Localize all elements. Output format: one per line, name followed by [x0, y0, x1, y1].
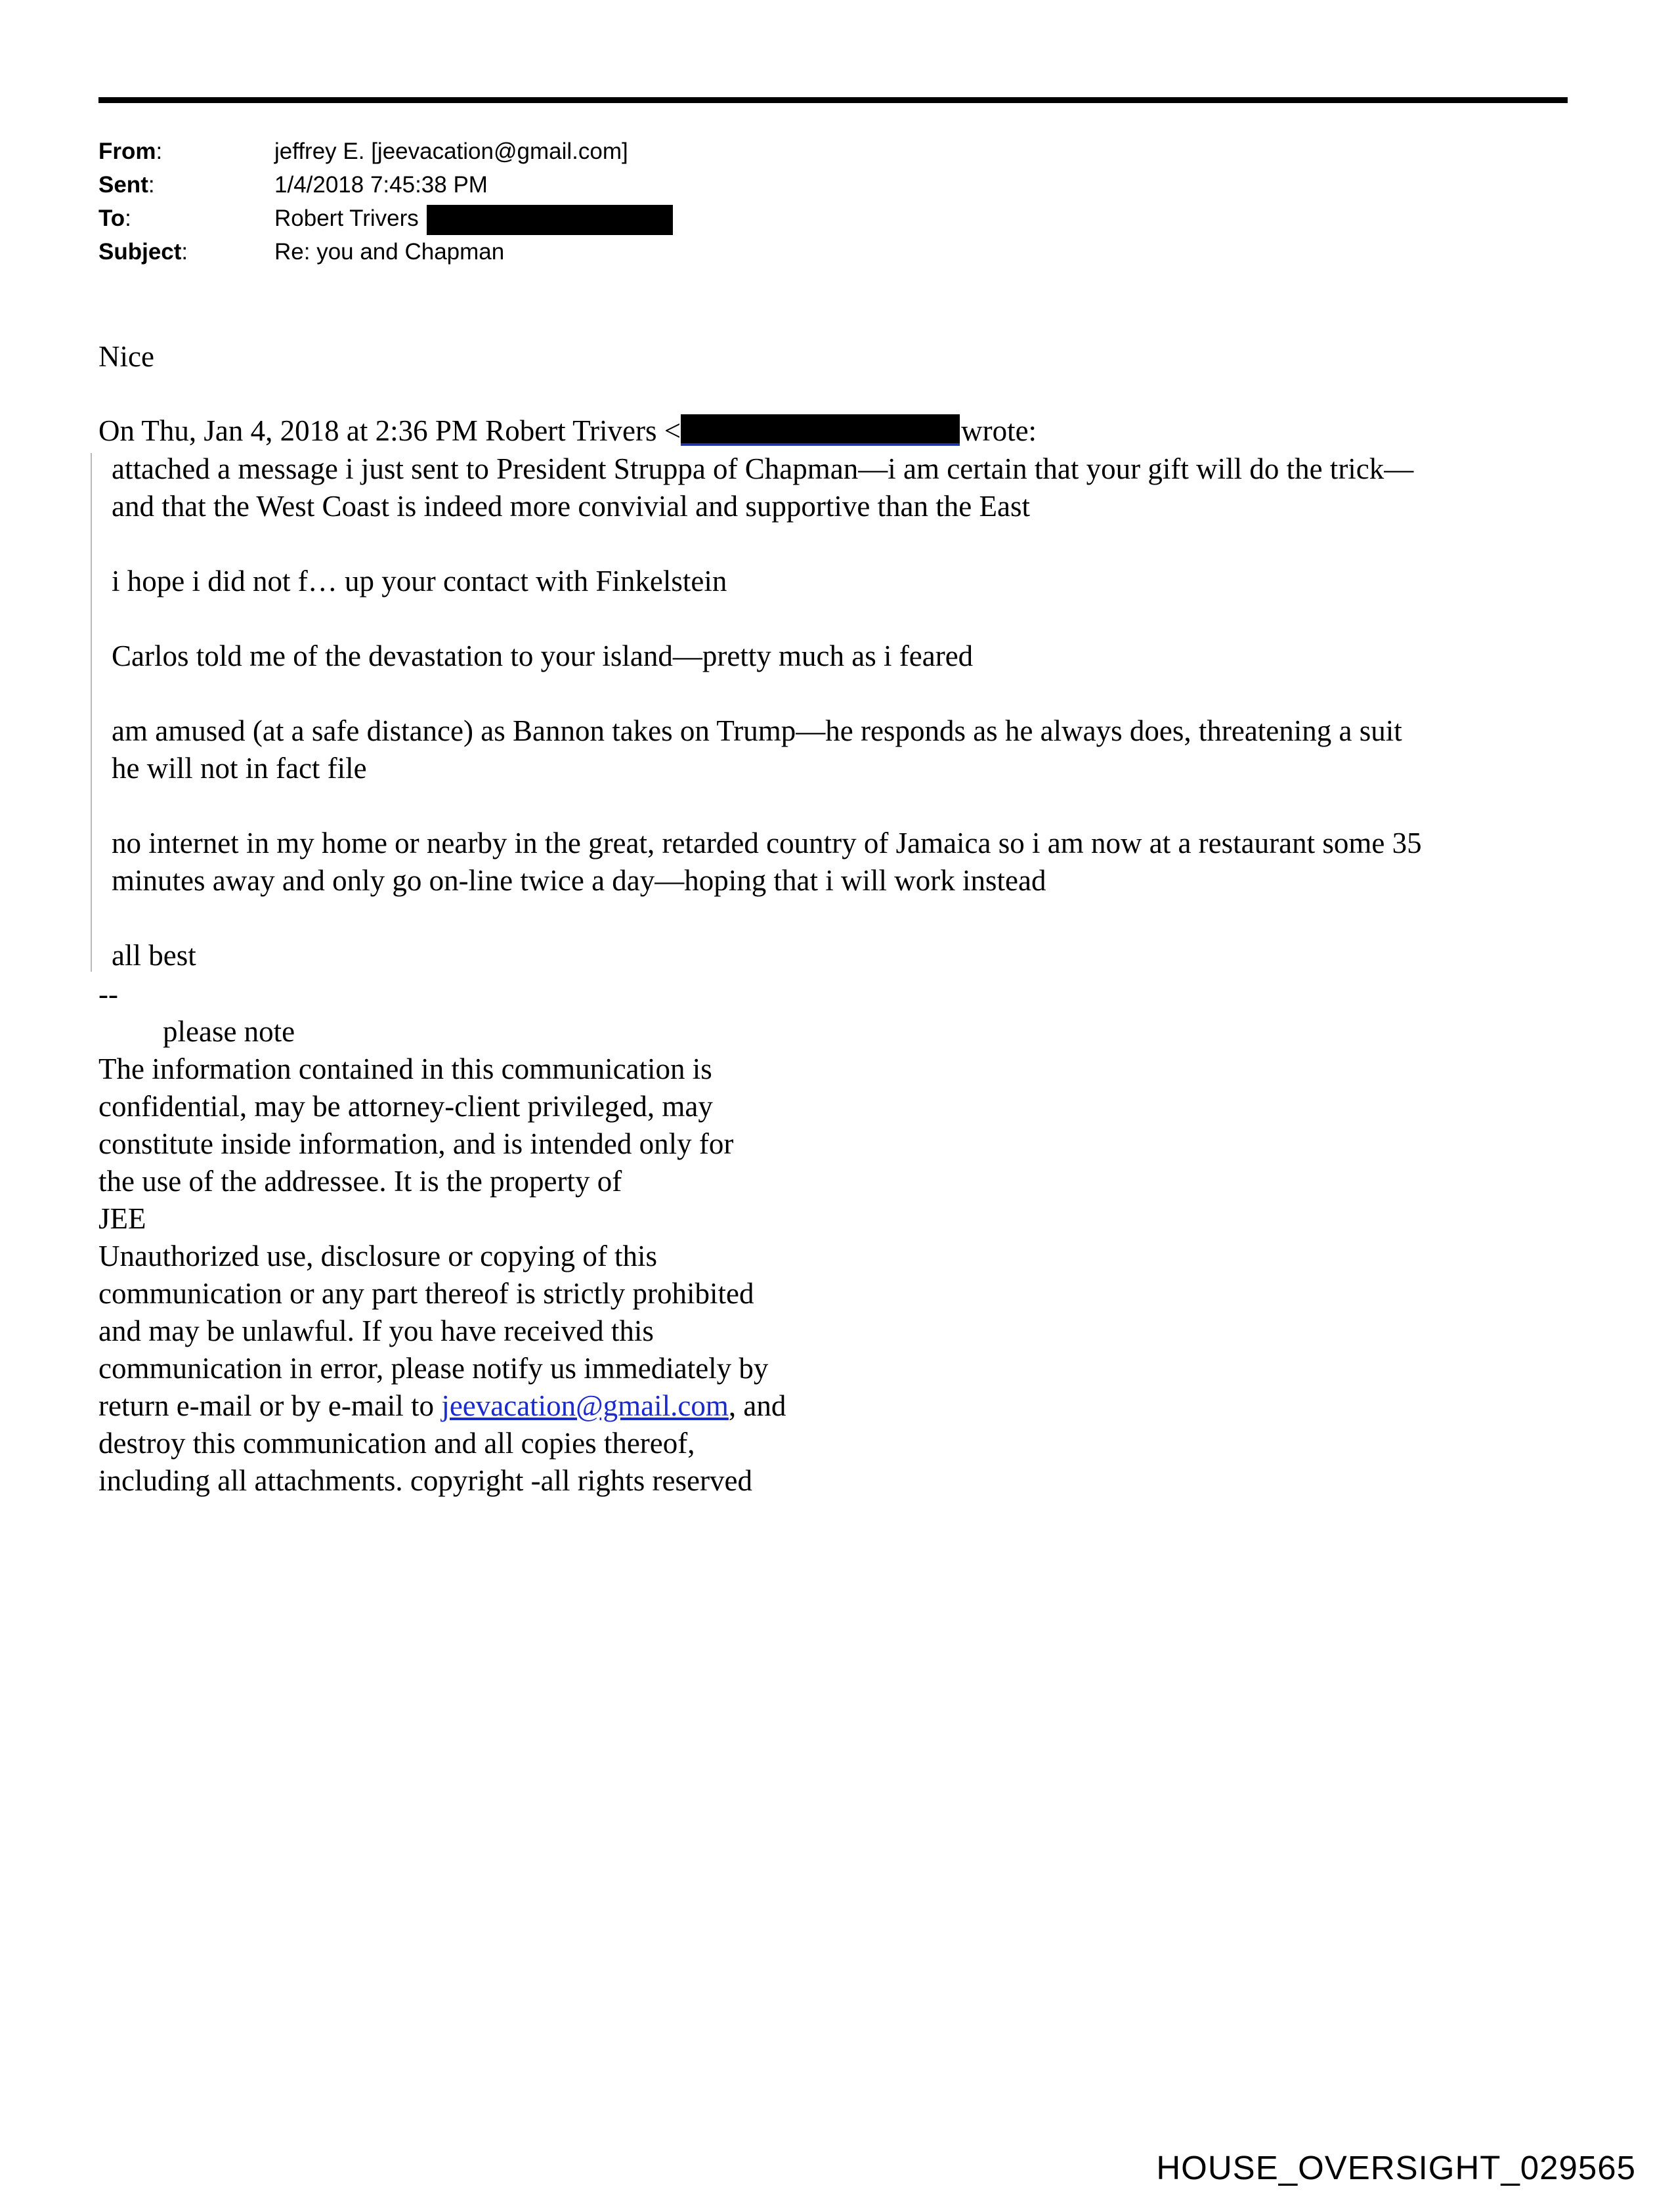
sent-value: 1/4/2018 7:45:38 PM [274, 172, 488, 198]
to-label: To: [98, 206, 131, 231]
disclaimer-line: communication in error, please notify us immediately by [98, 1352, 769, 1385]
bates-number: HOUSE_OVERSIGHT_029565 [1156, 2149, 1636, 2186]
quoted-paragraph: am amused (at a safe distance) as Bannon takes on Trump—he responds as he always does, threatening a suit he will not in fact file [112, 714, 1402, 785]
quoted-message [112, 450, 1422, 974]
disclaimer-line: Unauthorized use, disclosure or copying of this [98, 1240, 658, 1272]
redacted-email [681, 414, 960, 446]
quote-bar [91, 453, 92, 972]
disclaimer-line: and may be unlawful. If you have received this [98, 1314, 654, 1347]
disclaimer-line: JEE [98, 1202, 146, 1235]
disclaimer-line: communication or any part thereof is strictly prohibited [98, 1277, 754, 1310]
email-link[interactable]: jeevacation@gmail.com [441, 1389, 729, 1422]
signature-note: please note [163, 1015, 295, 1048]
quoted-paragraph: i hope i did not f… up your contact with Finkelstein [112, 565, 727, 597]
reply-text: Nice [98, 340, 154, 373]
disclaimer-line: return e-mail or by e-mail to jeevacation@gmail.com, and [98, 1389, 786, 1422]
top-rule [98, 97, 1568, 103]
to-name: Robert Trivers [274, 206, 419, 231]
subject-value: Re: you and Chapman [274, 239, 505, 265]
disclaimer-line: constitute inside information, and is intended only for [98, 1127, 734, 1160]
from-value: jeffrey E. [jeevacation@gmail.com] [274, 139, 628, 164]
from-row [98, 135, 673, 168]
quoted-paragraph: no internet in my home or nearby in the great, retarded country of Jamaica so i am now at a restaurant some 35 minutes away and only go on-line twice a day—hoping that i will work instead [112, 827, 1422, 897]
quoted-paragraph: attached a message i just sent to President Struppa of Chapman—i am certain that your gift will do the trick— and that the West Coast is indeed more convivial and supportive than the East [112, 452, 1414, 523]
attribution-prefix: On Thu, Jan 4, 2018 at 2:36 PM Robert Trivers < [98, 414, 681, 447]
signature-block [98, 976, 786, 1500]
disclaimer-line: the use of the addressee. It is the property of [98, 1165, 622, 1198]
sent-label: Sent: [98, 172, 155, 198]
from-label: From: [98, 139, 163, 164]
quoted-paragraph: all best [112, 939, 196, 972]
disclaimer-line: destroy this communication and all copies thereof, [98, 1427, 695, 1460]
disclaimer-line: including all attachments. copyright -all rights reserved [98, 1464, 752, 1497]
to-value [274, 202, 673, 235]
attribution-suffix: wrote: [961, 414, 1037, 447]
quoted-paragraph: Carlos told me of the devastation to your island—pretty much as i feared [112, 640, 974, 672]
to-row [98, 202, 673, 235]
subject-row [98, 235, 673, 269]
subject-label: Subject: [98, 239, 188, 265]
sent-row [98, 168, 673, 202]
quote-attribution [98, 412, 1037, 450]
email-header [98, 135, 673, 269]
redaction-box [427, 205, 673, 235]
disclaimer-line: The information contained in this communication is [98, 1052, 712, 1085]
disclaimer-line: confidential, may be attorney-client privileged, may [98, 1090, 713, 1123]
signature-dashes: -- [98, 978, 118, 1010]
